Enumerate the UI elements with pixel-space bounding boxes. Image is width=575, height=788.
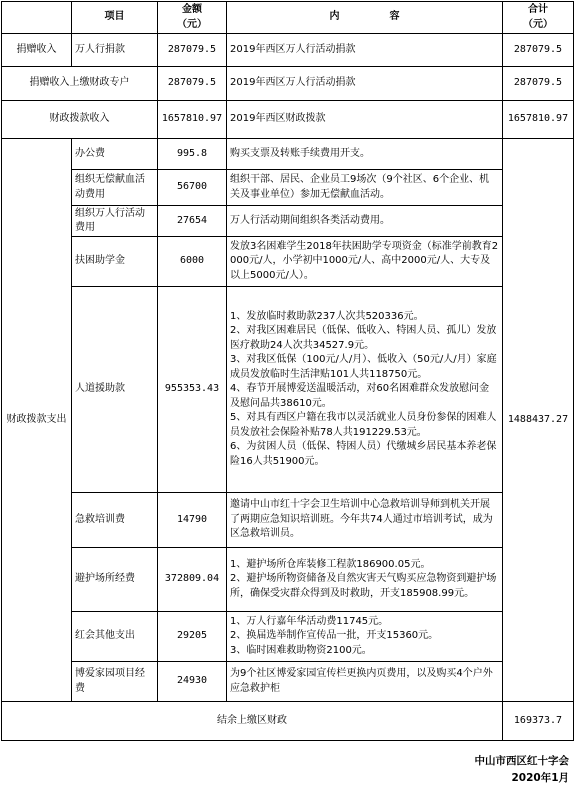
finance-table — [1, 1, 574, 741]
donation-amount: 287079.5 — [158, 34, 227, 67]
expense-row-training — [2, 493, 574, 548]
fiscal-income-total: 1657810.97 — [503, 101, 574, 139]
content-line: 1、发放临时救助款237人次共520336元。 — [230, 310, 424, 322]
expense-name: 办公费 — [72, 139, 158, 170]
expense-name: 急救培训费 — [72, 493, 158, 548]
fiscal-income-content: 2019年西区财政拨款 — [227, 101, 503, 139]
fiscal-income-amount: 1657810.97 — [158, 101, 227, 139]
expense-row-blood — [2, 170, 574, 206]
expense-content — [227, 548, 503, 612]
expense-amount: 56700 — [158, 170, 227, 206]
content-line: 1、避护场所仓库装修工程款186900.05元。 — [230, 558, 431, 570]
expense-content — [227, 287, 503, 493]
expense-amount: 995.8 — [158, 139, 227, 170]
content-line: 6、为贫困人员（低保、特困人员）代缴城乡居民基本养老保险16人共51900元。 — [230, 441, 497, 467]
content-line: 2、避护场所物资储备及自然灾害天气购买应急物资到避护场所，确保受灾群众得到及时救助，开支185908.99元。 — [230, 573, 497, 599]
expense-content: 万人行活动期间组织各类活动费用。 — [227, 206, 503, 237]
expense-amount: 14790 — [158, 493, 227, 548]
header-content: 内 容 — [227, 2, 503, 34]
content-line: 2、对我区困难居民（低保、低收入、特困人员、孤儿）发放医疗救助24人次共34527.9元。 — [230, 325, 497, 351]
expense-row-shelter — [2, 548, 574, 612]
donation-content: 2019年西区万人行活动捐款 — [227, 34, 503, 67]
content-line: 1、万人行嘉年华活动费11745元。 — [230, 615, 389, 627]
expense-content: 购买支票及转账手续费用开支。 — [227, 139, 503, 170]
expense-row-humanitarian — [2, 287, 574, 493]
row-donation-submit — [2, 67, 574, 101]
expense-name: 组织无偿献血活动费用 — [72, 170, 158, 206]
expense-content: 邀请中山市红十字会卫生培训中心急救培训导师到机关开展了两期应急知识培训班。今年共74人通过市培训考试，成为区急救培训员。 — [227, 493, 503, 548]
expense-row-office — [2, 139, 574, 170]
expense-row-other — [2, 612, 574, 662]
expense-name: 组织万人行活动费用 — [72, 206, 158, 237]
expense-row-march — [2, 206, 574, 237]
expenditure-category: 财政拨款支出 — [2, 139, 72, 702]
header-item: 项目 — [72, 2, 158, 34]
expense-name: 红会其他支出 — [72, 612, 158, 662]
expense-content: 组织干部、居民、企业员工9场次（9个社区、6个企业、机关及事业单位）参加无偿献血活动。 — [227, 170, 503, 206]
donation-submit-category: 捐赠收入上缴财政专户 — [2, 67, 158, 101]
expense-row-education — [2, 237, 574, 287]
row-balance — [2, 702, 574, 741]
content-line: 4、春节开展博爱送温暖活动，对60名困难群众发放慰问金及慰问品共38610元。 — [230, 383, 490, 409]
row-donation — [2, 34, 574, 67]
expense-amount: 24930 — [158, 662, 227, 702]
expense-amount: 372809.04 — [158, 548, 227, 612]
footer-date: 2020年1月 — [511, 772, 569, 784]
expense-name: 人道援助款 — [72, 287, 158, 493]
header-row — [2, 2, 574, 34]
expenditure-total: 1488437.27 — [503, 139, 574, 702]
fiscal-income-category: 财政拨款收入 — [2, 101, 158, 139]
balance-label: 结余上缴区财政 — [2, 702, 503, 741]
donation-submit-content: 2019年西区万人行活动捐款 — [227, 67, 503, 101]
expense-name: 博爱家园项目经费 — [72, 662, 158, 702]
footer-org: 中山市西区红十字会 — [474, 755, 569, 767]
expense-amount: 955353.43 — [158, 287, 227, 493]
donation-item: 万人行捐款 — [72, 34, 158, 67]
header-blank — [2, 2, 72, 34]
expense-amount: 6000 — [158, 237, 227, 287]
expense-name: 扶困助学金 — [72, 237, 158, 287]
expense-row-home — [2, 662, 574, 702]
donation-total: 287079.5 — [503, 34, 574, 67]
donation-category: 捐赠收入 — [2, 34, 72, 67]
content-line: 2、换届选举制作宣传品一批，开支15360元。 — [230, 630, 439, 642]
donation-submit-total: 287079.5 — [503, 67, 574, 101]
content-line: 5、对具有西区户籍在我市以灵活就业人员身份参保的困难人员发放社会保险补贴78人共191229.53元。 — [230, 412, 497, 438]
expense-content — [227, 612, 503, 662]
expense-amount: 27654 — [158, 206, 227, 237]
expense-content: 为9个社区博爱家园宣传栏更换内页费用，以及购买4个户外应急救护柜 — [227, 662, 503, 702]
expense-amount: 29205 — [158, 612, 227, 662]
content-line: 3、对我区低保（100元/人/月）、低收入（50元/人/月）家庭成员发放临时生活津贴101人共118750元。 — [230, 354, 497, 380]
header-total: 合计 （元） — [503, 2, 574, 34]
expense-name: 避护场所经费 — [72, 548, 158, 612]
donation-submit-amount: 287079.5 — [158, 67, 227, 101]
expense-content: 发放3名困难学生2018年扶困助学专项资金（标准学前教育2000元/人，小学初中1000元/人、高中2000元/人、大专及以上5000元/人）。 — [227, 237, 503, 287]
row-fiscal-income — [2, 101, 574, 139]
content-line: 3、临时困难救助物资2100元。 — [230, 644, 372, 656]
header-amount: 金额 （元） — [158, 2, 227, 34]
balance-total: 169373.7 — [503, 702, 574, 741]
